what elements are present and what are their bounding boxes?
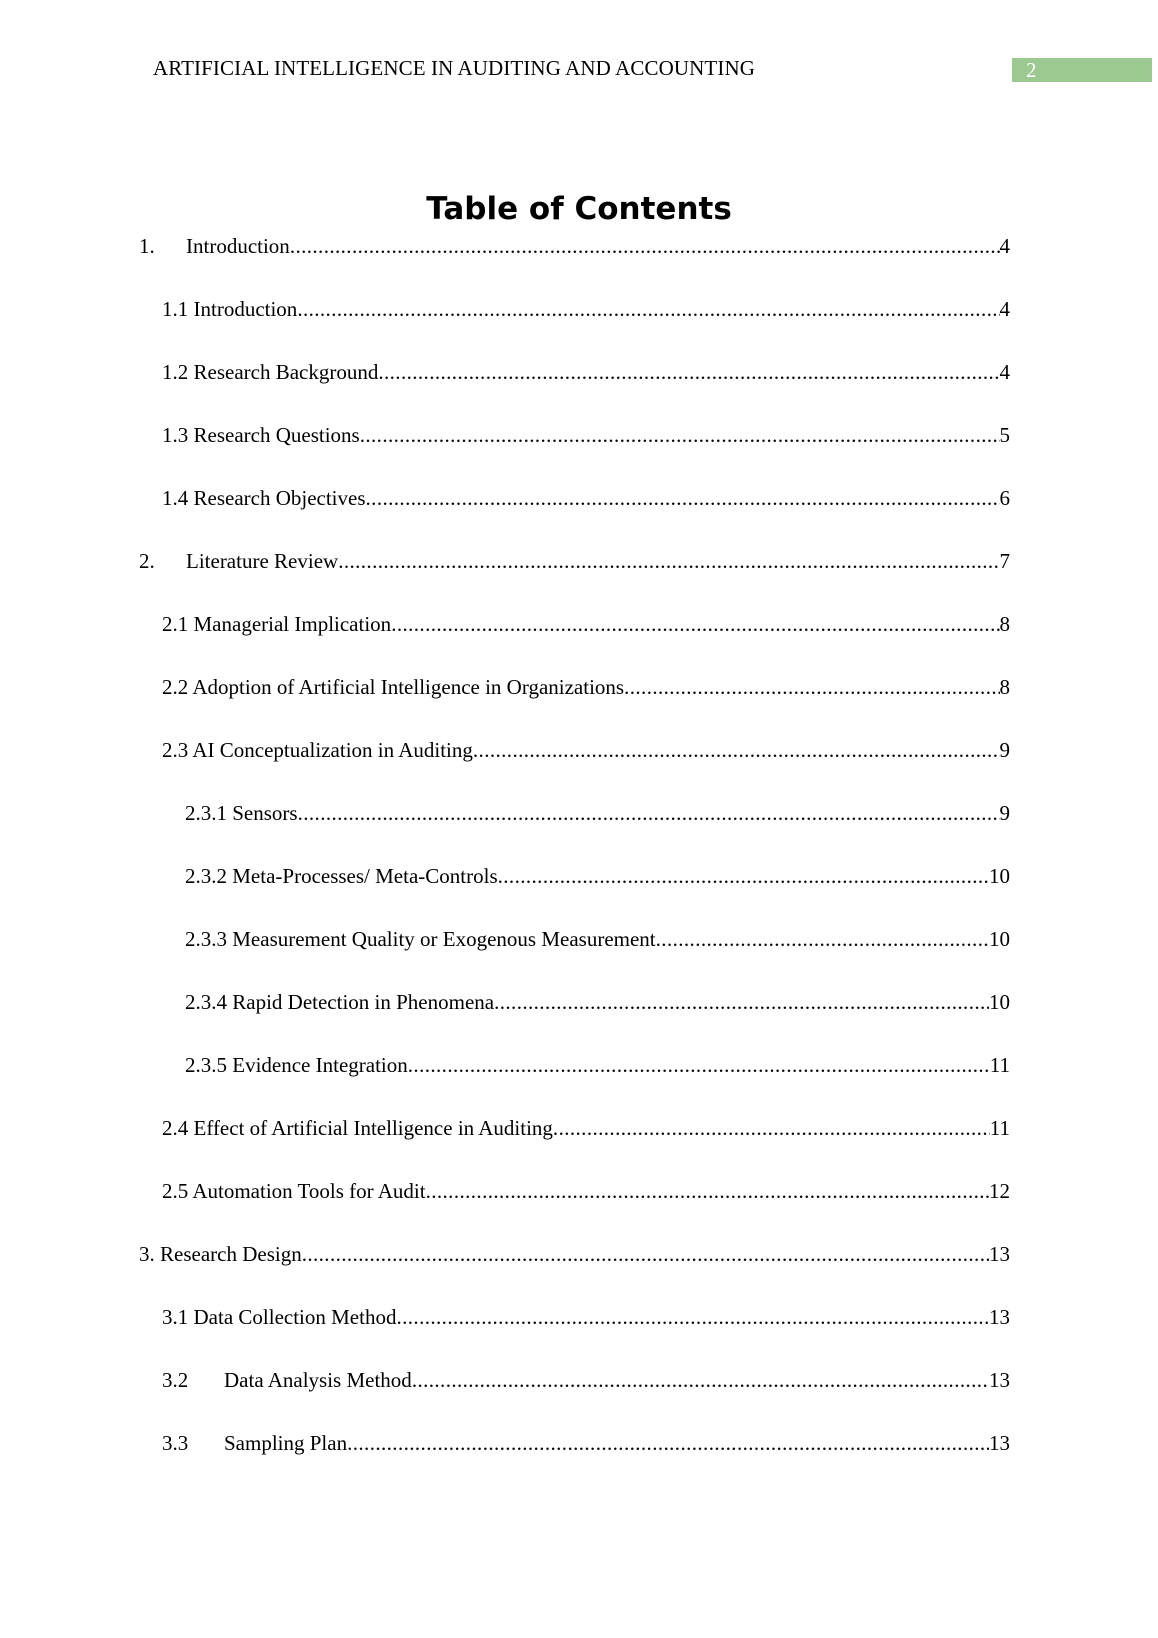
toc-dot-leader <box>412 1365 989 1395</box>
toc-dot-leader <box>297 294 999 324</box>
toc-entry-title: Literature Review <box>186 549 339 573</box>
toc-entry-title: 3. Research Design <box>139 1242 302 1266</box>
toc-entry-title: 1.4 Research Objectives <box>162 486 366 510</box>
toc-entry[interactable] <box>139 1239 1010 1269</box>
toc-entry[interactable] <box>185 924 1010 954</box>
toc-entry-page: 13 <box>989 1305 1010 1329</box>
page-number-badge: 2 <box>1012 58 1152 82</box>
toc-dot-leader <box>553 1113 990 1143</box>
toc-dot-leader <box>426 1176 989 1206</box>
toc-entry[interactable] <box>162 672 1010 702</box>
toc-entry-page: 11 <box>989 1116 1010 1140</box>
toc-entry-page: 10 <box>989 864 1010 888</box>
toc-entry-title: Introduction <box>186 234 290 258</box>
toc-dot-leader <box>298 798 1000 828</box>
toc-entry[interactable] <box>139 231 1010 261</box>
toc-entry-page: 8 <box>999 612 1010 636</box>
toc-dot-leader <box>396 1302 989 1332</box>
toc-entry[interactable] <box>162 483 1010 513</box>
toc-entry[interactable] <box>162 1428 1010 1458</box>
toc-entry-title: 2.3.1 Sensors <box>185 801 298 825</box>
toc-entry-title: 2.2 Adoption of Artificial Intelligence in Organizations <box>162 675 625 699</box>
toc-entry[interactable] <box>162 1113 1010 1143</box>
toc-entry-title: Sampling Plan <box>224 1431 348 1455</box>
toc-entry-number: 2. <box>139 549 155 573</box>
toc-entry-title: 2.1 Managerial Implication <box>162 612 392 636</box>
toc-entry-page: 9 <box>999 801 1010 825</box>
toc-entry[interactable] <box>185 798 1010 828</box>
toc-entry-page: 10 <box>989 990 1010 1014</box>
toc-entry-title: 2.3.3 Measurement Quality or Exogenous Measurement <box>185 927 656 951</box>
toc-entry[interactable] <box>162 294 1010 324</box>
toc-dot-leader <box>338 546 999 576</box>
toc-entry-title: 1.2 Research Background <box>162 360 379 384</box>
toc-entry-title: 2.3.5 Evidence Integration <box>185 1053 408 1077</box>
toc-entry-page: 4 <box>999 360 1010 384</box>
toc-entry[interactable] <box>162 735 1010 765</box>
toc-entry[interactable] <box>162 1365 1010 1395</box>
toc-dot-leader <box>366 483 1000 513</box>
toc-dot-leader <box>290 231 1000 261</box>
toc-dot-leader <box>473 735 1000 765</box>
toc-dot-leader <box>624 672 999 702</box>
toc-entry-title: 2.3.2 Meta-Processes/ Meta-Controls <box>185 864 498 888</box>
toc-dot-leader <box>360 420 1000 450</box>
toc-entry-page: 12 <box>989 1179 1010 1203</box>
toc-entry-page: 6 <box>999 486 1010 510</box>
toc-title: Table of Contents <box>426 191 732 227</box>
toc-dot-leader <box>494 987 989 1017</box>
toc-entry[interactable] <box>162 1176 1010 1206</box>
toc-dot-leader <box>656 924 989 954</box>
toc-entry-page: 5 <box>999 423 1010 447</box>
toc-entry-page: 7 <box>999 549 1010 573</box>
toc-entry[interactable] <box>162 420 1010 450</box>
toc-entry[interactable] <box>162 609 1010 639</box>
toc-entry-title: Data Analysis Method <box>224 1368 412 1392</box>
toc-entry-page: 11 <box>989 1053 1010 1077</box>
toc-entry-number: 3.2 <box>162 1368 189 1392</box>
toc-entry[interactable] <box>162 357 1010 387</box>
toc-entry-page: 13 <box>989 1368 1010 1392</box>
toc-entry[interactable] <box>185 987 1010 1017</box>
toc-dot-leader <box>498 861 989 891</box>
toc-entry[interactable] <box>185 1050 1010 1080</box>
toc-entry-title: 2.4 Effect of Artificial Intelligence in Auditing <box>162 1116 553 1140</box>
toc-entry-title: 2.3 AI Conceptualization in Auditing <box>162 738 473 762</box>
toc-entry[interactable] <box>185 861 1010 891</box>
toc-entry-number: 1. <box>139 234 155 258</box>
toc-entry-title: 2.3.4 Rapid Detection in Phenomena <box>185 990 495 1014</box>
toc-entry-page: 8 <box>999 675 1010 699</box>
toc-entry-page: 9 <box>999 738 1010 762</box>
toc-entry-page: 4 <box>999 234 1010 258</box>
toc-dot-leader <box>378 357 999 387</box>
toc-entry-title: 2.5 Automation Tools for Audit <box>162 1179 426 1203</box>
toc-entry-title: 1.1 Introduction <box>162 297 298 321</box>
toc-entry-page: 13 <box>989 1431 1010 1455</box>
toc-entry-title: 1.3 Research Questions <box>162 423 360 447</box>
toc-entry[interactable] <box>162 1302 1010 1332</box>
toc-entry-page: 10 <box>989 927 1010 951</box>
running-header: ARTIFICIAL INTELLIGENCE IN AUDITING AND ACCOUNTING <box>153 56 755 80</box>
toc-entry-number: 3.3 <box>162 1431 189 1455</box>
toc-entry-page: 13 <box>989 1242 1010 1266</box>
toc-entry-page: 4 <box>999 297 1010 321</box>
toc-dot-leader <box>408 1050 990 1080</box>
toc-entry[interactable] <box>139 546 1010 576</box>
toc-dot-leader <box>347 1428 989 1458</box>
toc-dot-leader <box>391 609 999 639</box>
toc-entry-title: 3.1 Data Collection Method <box>162 1305 397 1329</box>
toc-dot-leader <box>302 1239 989 1269</box>
